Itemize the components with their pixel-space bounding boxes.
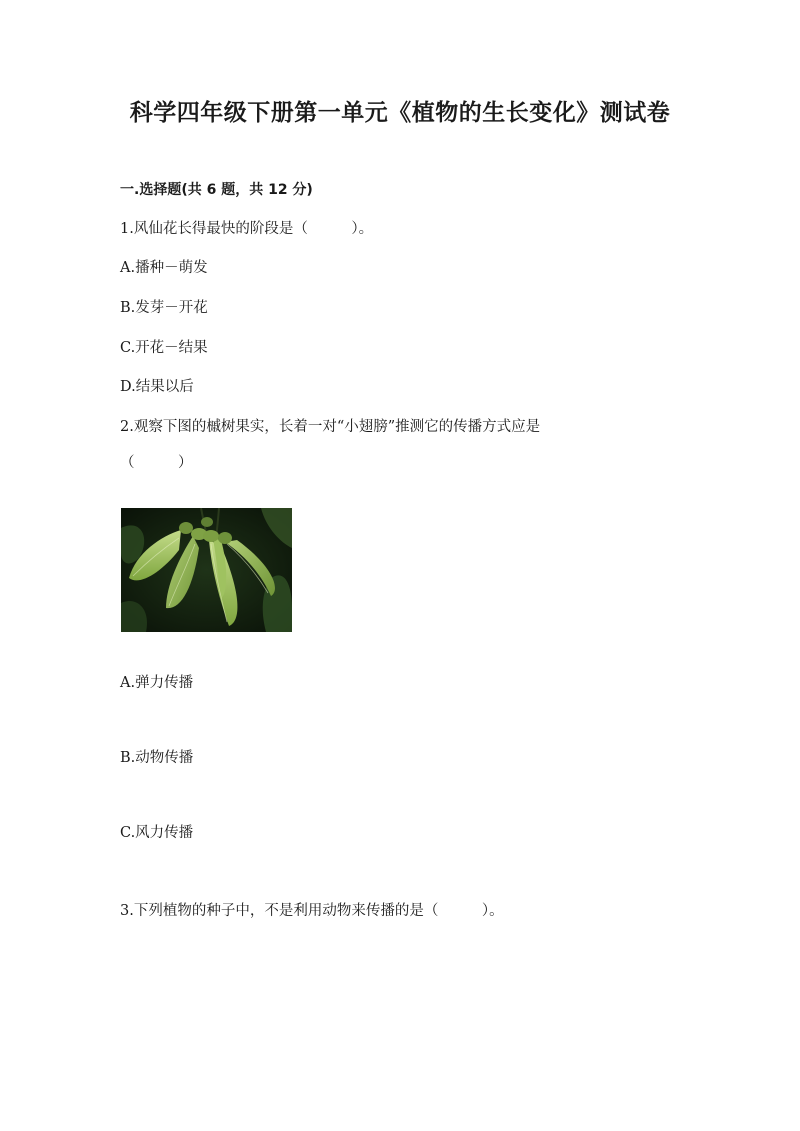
question-2-stem-continued: （ ） — [120, 455, 193, 471]
question-3-stem: 3.下列植物的种子中，不是利用动物来传播的是（ ）。 — [120, 903, 504, 919]
question-2-option-b: B.动物传播 — [120, 750, 194, 766]
question-1-option-d: D.结果以后 — [120, 379, 194, 395]
question-1-option-a: A.播种－萌发 — [120, 260, 208, 276]
page-title: 科学四年级下册第一单元《植物的生长变化》测试卷 — [129, 100, 671, 126]
question-1-option-c: C.开花－结果 — [120, 340, 208, 356]
section-heading: 一.选择题(共 6 题，共 12 分) — [120, 182, 313, 198]
question-1-stem: 1.风仙花长得最快的阶段是（ ）。 — [120, 221, 374, 237]
question-2-option-a: A.弹力传播 — [120, 675, 194, 691]
maple-samara-photo — [121, 508, 292, 632]
question-2-option-c: C.风力传播 — [120, 825, 194, 841]
question-2-stem: 2.观察下图的槭树果实，长着一对“小翅膀”推测它的传播方式应是 — [120, 419, 541, 435]
question-1-option-b: B.发芽－开花 — [120, 300, 208, 316]
